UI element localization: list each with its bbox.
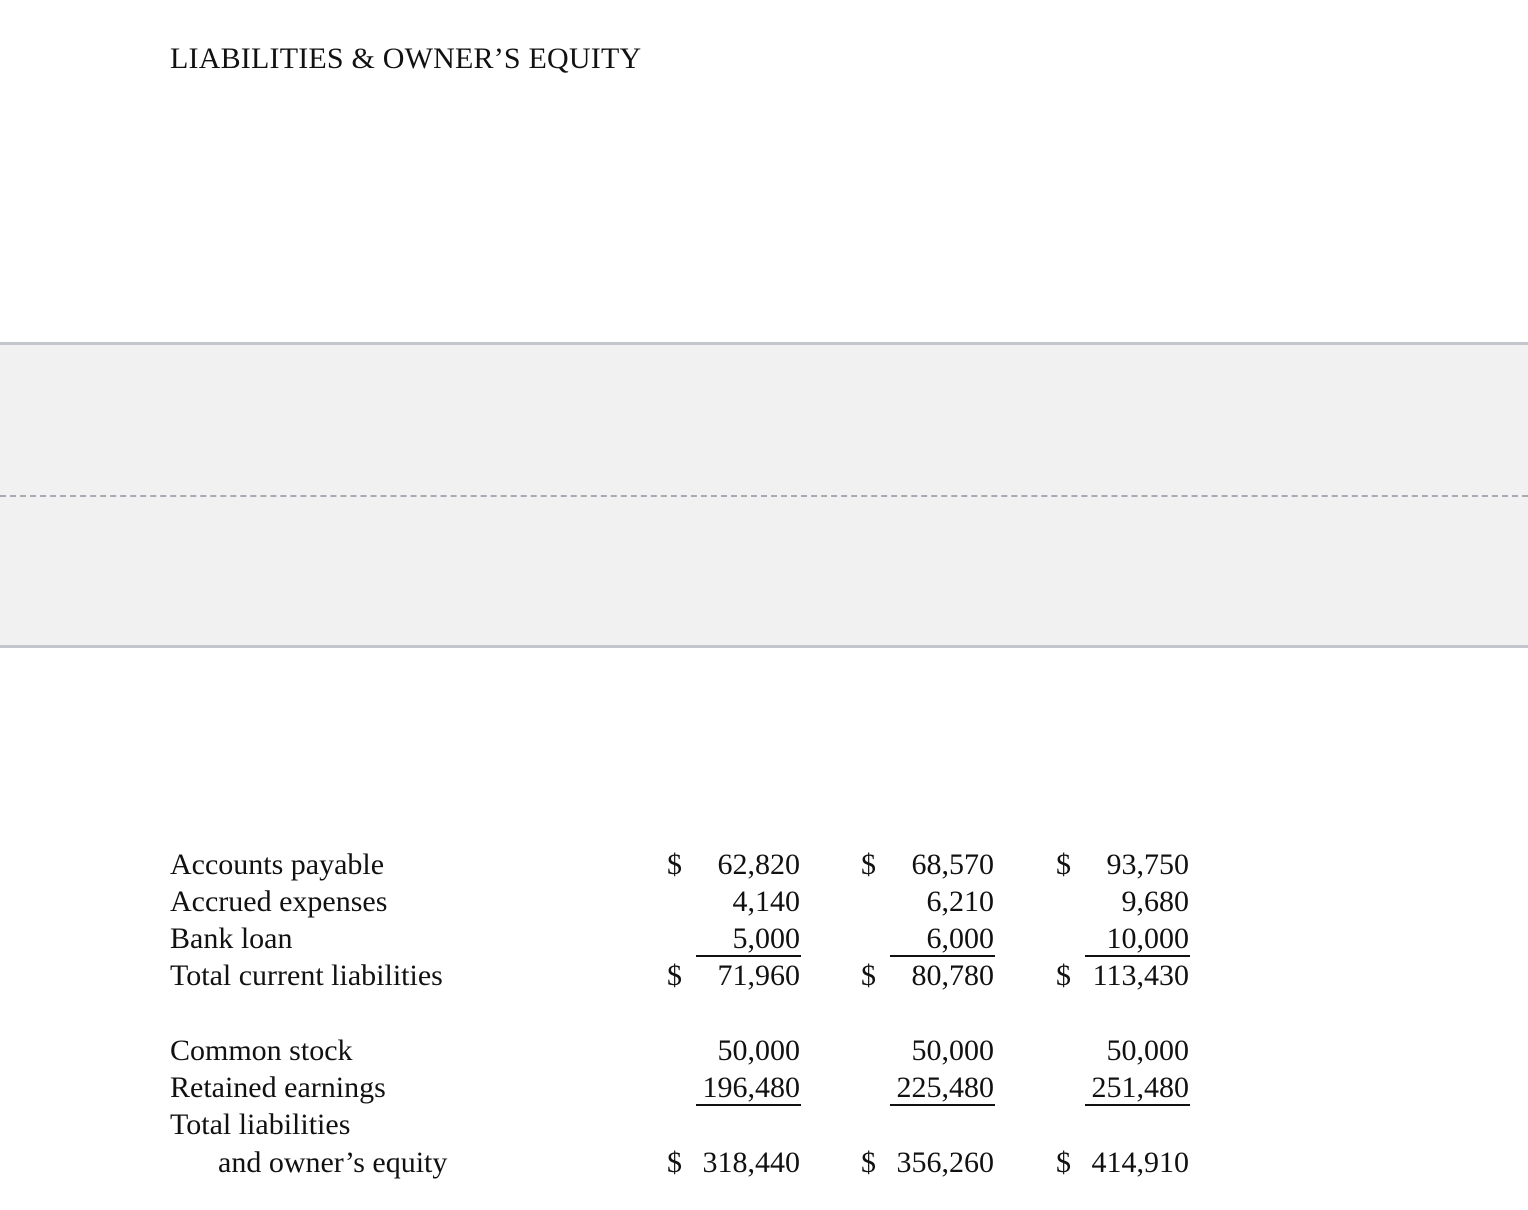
value-col-1: 71,960 — [717, 959, 800, 992]
value-col-1: 196,480 — [702, 1071, 800, 1104]
row-total-liabilities-label — [0, 1106, 1528, 1143]
value-col-2: 80,780 — [911, 959, 994, 992]
dollar-sign: $ — [861, 848, 876, 881]
dollar-sign: $ — [1056, 959, 1071, 992]
dollar-sign: $ — [667, 1146, 682, 1179]
row-label: Retained earnings — [170, 1071, 386, 1104]
dollar-sign: $ — [861, 1146, 876, 1179]
value-col-1: 4,140 — [732, 885, 800, 918]
row-label: Common stock — [170, 1034, 353, 1067]
value-col-1: 318,440 — [702, 1146, 800, 1179]
row-label: Accounts payable — [170, 848, 385, 881]
dollar-sign: $ — [667, 848, 682, 881]
row-total-current-liabilities — [0, 957, 1528, 994]
page-break-line — [0, 495, 1528, 497]
row-accounts-payable — [0, 846, 1528, 883]
dollar-sign: $ — [861, 959, 876, 992]
value-col-1: 5,000 — [732, 922, 800, 955]
row-bank-loan — [0, 920, 1528, 957]
row-total-liabilities-equity — [0, 1144, 1528, 1181]
value-col-3: 251,480 — [1091, 1071, 1189, 1104]
row-common-stock — [0, 1032, 1528, 1069]
value-col-2: 6,210 — [926, 885, 994, 918]
row-retained-earnings — [0, 1069, 1528, 1106]
value-col-1: 62,820 — [717, 848, 800, 881]
heading: LIABILITIES & OWNER’S EQUITY — [170, 42, 642, 75]
value-col-1: 50,000 — [717, 1034, 800, 1067]
value-col-3: 50,000 — [1106, 1034, 1189, 1067]
row-label: and owner’s equity — [218, 1146, 448, 1179]
row-label: Accrued expenses — [170, 885, 388, 918]
row-label: Total current liabilities — [170, 959, 443, 992]
value-col-3: 9,680 — [1121, 885, 1189, 918]
dollar-sign: $ — [1056, 1146, 1071, 1179]
value-col-2: 6,000 — [926, 922, 994, 955]
value-col-3: 414,910 — [1091, 1146, 1189, 1179]
dollar-sign: $ — [1056, 848, 1071, 881]
value-col-3: 93,750 — [1106, 848, 1189, 881]
value-col-2: 68,570 — [911, 848, 994, 881]
row-label: Bank loan — [170, 922, 293, 955]
value-col-2: 225,480 — [896, 1071, 994, 1104]
dollar-sign: $ — [667, 959, 682, 992]
row-label: Total liabilities — [170, 1108, 351, 1141]
value-col-2: 356,260 — [896, 1146, 994, 1179]
row-accrued-expenses — [0, 883, 1528, 920]
value-col-3: 10,000 — [1106, 922, 1189, 955]
value-col-3: 113,430 — [1092, 959, 1189, 992]
value-col-2: 50,000 — [911, 1034, 994, 1067]
page-separator — [0, 342, 1528, 648]
